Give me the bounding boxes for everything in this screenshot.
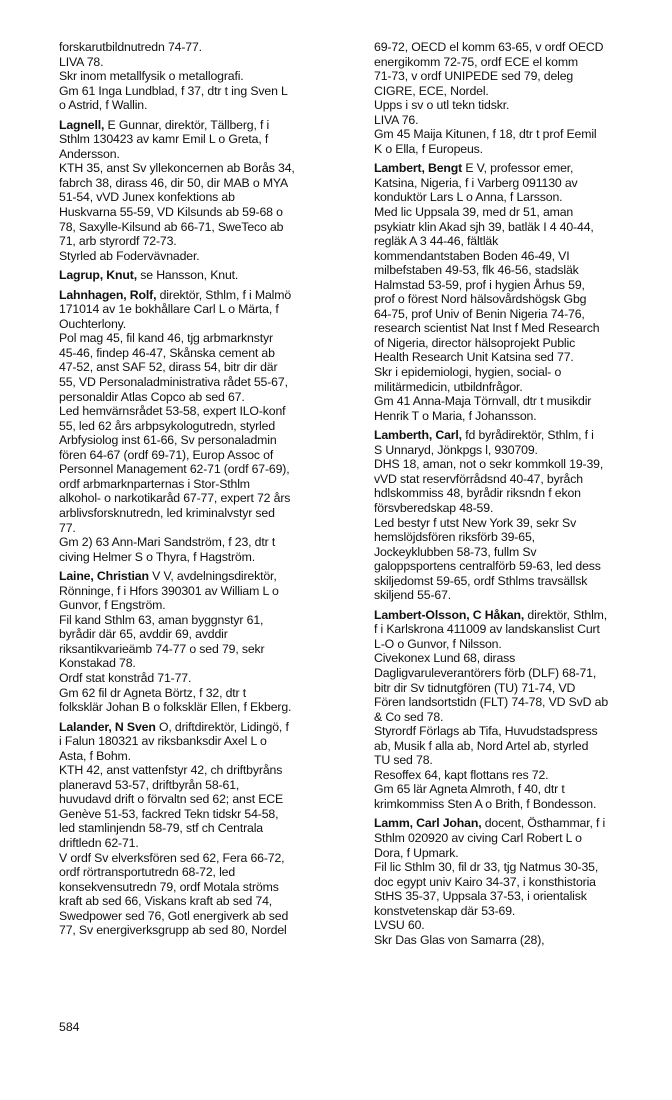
entry-text-line: Sthlm 130423 av kamr Emil L o Greta, f: [59, 132, 269, 147]
entry-text-line: Upps i sv o utl tekn tidskr.: [374, 98, 510, 113]
entry-headword: Laine, Christian: [59, 569, 149, 584]
entry-text-line: arblivsforsknutredn, led kriminalvstyr sed: [59, 505, 275, 520]
entry-text-line: Arbfysiolog inst 61-66, Sv personaladmin: [59, 433, 277, 448]
entry-text-line: Genève 51-53, fackred Tekn tidskr 54-58,: [59, 806, 279, 821]
entry-text-line: 77, Sv energiverksgrupp ab sed 80, Nordel: [59, 923, 287, 938]
entry-text-line: Gm 45 Maija Kitunen, f 18, dtr t prof Eemil: [374, 127, 597, 142]
entry-text-line: led stamlinjendn 58-79, stf ch Centrala: [59, 821, 263, 836]
entry-text-line: ordf rörtransportutredn 68-72, led: [59, 865, 236, 880]
entry-first-line-rest: E Gunnar, direktör, Tällberg, f i: [104, 117, 270, 132]
entry-text-line: Skr inom metallfysik o metallografi.: [59, 69, 244, 84]
entry-text-line: Swedpower sed 76, Gotl energiverk ab sed: [59, 908, 289, 923]
entry-first-line-rest: O, driftdirektör, Lidingö, f: [155, 719, 289, 734]
entry-text-line: 69-72, OECD el komm 63-65, v ordf OECD: [374, 40, 604, 54]
entry-text-line: Ordf stat konstråd 71-77.: [59, 670, 192, 685]
entry-text-line: skiljend 55-67.: [374, 588, 452, 603]
entry-text-line: of Nigeria, director hälsoprojekt Public: [374, 335, 576, 350]
entry-text-line: civing Helmer S o Thyra, f Hagström.: [59, 549, 255, 564]
entry-text-line: & Co sed 78.: [374, 709, 444, 724]
biography-entry: [374, 816, 672, 947]
entry-text-line: militärmedicin, utbildnfrågor.: [374, 379, 523, 394]
entry-text-line: fören 64-67 (ordf 69-71), Europ Assoc of: [59, 447, 274, 462]
entry-text-line: Gm 65 lär Agneta Almroth, f 40, dtr t: [374, 782, 565, 797]
biography-entry: [59, 288, 359, 564]
entry-text-line: 78, Saxylle-Kilsund ab 66-71, SweTeco ab: [59, 219, 284, 234]
entry-text-line: planeravd 53-57, driftbyrån 58-61,: [59, 777, 240, 792]
entry-text-line: TU sed 78.: [374, 753, 433, 768]
entry-text-line: Gm 61 Inga Lundblad, f 37, dtr t ing Sven L: [59, 83, 288, 98]
entry-first-line: [374, 161, 672, 176]
entry-text-line: forskarutbildnutredn 74-77.: [59, 40, 202, 54]
entry-headword: Lalander, N Sven: [59, 719, 156, 734]
page-number: 584: [59, 1020, 80, 1034]
entry-text-line: Huskvarna 55-59, VD Kilsunds ab 59-68 o: [59, 205, 283, 220]
right-column: [374, 40, 672, 947]
entry-first-line-rest: V V, avdelningsdirektör,: [148, 569, 277, 584]
entry-text-line: research scientist Nat Inst f Med Research: [374, 321, 600, 336]
entry-text-line: LIVA 78.: [59, 54, 104, 69]
entry-text-line: Fören landsortstidn (FLT) 74-78, VD SvD ab: [374, 695, 609, 710]
entry-text-line: 71, arb styrordf 72-73.: [59, 234, 177, 249]
biography-entry: [59, 40, 359, 113]
entry-text-line: konstvetenskap där 53-69.: [374, 903, 516, 918]
entry-text-line: prof o förest Nord hälsovårdshögsk Gbg: [374, 292, 587, 307]
entry-text-line: Katsina, Nigeria, f i Varberg 091130 av: [374, 175, 578, 190]
entry-text-line: Jockeyklubben 58-73, fullm Sv: [374, 544, 537, 559]
entry-headword: Lamm, Carl Johan,: [374, 816, 482, 831]
entry-first-line-rest: direktör, Sthlm,: [524, 607, 608, 622]
entry-text-line: LVSU 60.: [374, 918, 425, 933]
entry-text-line: Led hemvärnsrådet 53-58, expert ILO-konf: [59, 404, 286, 419]
biography-entry: [374, 608, 672, 812]
entry-text-line: Gunvor, f Engström.: [59, 598, 166, 613]
entry-text-line: Health Research Unit Katsina sed 77.: [374, 350, 574, 365]
entry-text-line: StHS 35-37, Uppsala 37-53, i orientalisk: [374, 889, 587, 904]
entry-first-line: [59, 288, 359, 303]
entry-text-line: bitr dir Sv tidnutgfören (TU) 71-74, VD: [374, 680, 576, 695]
entry-headword: Lamberth, Carl,: [374, 428, 462, 443]
entry-text-line: energikomm 72-75, ordf ECE el komm: [374, 54, 579, 69]
left-column: [59, 40, 359, 938]
entry-text-line: huvudavd drift o förvaltn sed 62; anst ECE: [59, 792, 284, 807]
entry-text-line: konduktör Lars L o Anna, f Larsson.: [374, 190, 563, 205]
entry-text-line: Resoffex 64, kapt flottans res 72.: [374, 767, 549, 782]
entry-text-line: Dora, f Upmark.: [374, 845, 459, 860]
entry-text-line: Fil lic Sthlm 30, fil dr 33, tjg Natmus 30-35,: [374, 860, 599, 875]
entry-text-line: KTH 42, anst vattenfstyr 42, ch driftbyråns: [59, 763, 283, 778]
entry-text-line: KTH 35, anst Sv yllekoncernen ab Borås 34,: [59, 161, 295, 176]
entry-text-line: Personnel Management 62-71 (ordf 67-69),: [59, 462, 290, 477]
entry-first-line-rest: se Hansson, Knut.: [136, 268, 239, 283]
entry-text-line: alkohol- o narkotikaråd 67-77, expert 72 års: [59, 491, 291, 506]
entry-text-line: Gm 41 Anna-Maja Törnvall, dtr t musikdir: [374, 394, 592, 409]
entry-headword: Lahnhagen, Rolf,: [59, 287, 157, 302]
entry-text-line: personaldir Atlas Copco ab sed 67.: [59, 389, 245, 404]
entry-text-line: i Falun 180321 av riksbanksdir Axel L o: [59, 734, 267, 749]
entry-text-line: Led bestyr f utst New York 39, sekr Sv: [374, 515, 577, 530]
entry-text-line: Skr Das Glas von Samarra (28),: [374, 932, 545, 947]
entry-first-line-rest: fd byrådirektör, Sthlm, f i: [461, 428, 594, 443]
entry-text-line: V ordf Sv elverksfören sed 62, Fera 66-72,: [59, 850, 285, 865]
biography-entry: [59, 720, 359, 938]
entry-text-line: DHS 18, aman, not o sekr kommkoll 19-39,: [374, 457, 604, 472]
entry-text-line: folksklär Johan B o folksklär Ellen, f Ekberg.: [59, 700, 292, 715]
entry-text-line: 55, led 62 års arbpsykologutredn, styrled: [59, 418, 276, 433]
entry-text-line: 71-73, v ordf UNIPEDE sed 79, deleg: [374, 69, 574, 84]
biography-entry: [59, 569, 359, 714]
entry-text-line: Styrordf Förlags ab Tifa, Huvudstadspress: [374, 724, 598, 739]
entry-text-line: K o Ella, f Europeus.: [374, 141, 483, 156]
biography-entry: [374, 40, 672, 156]
entry-text-line: psykiatr klin Akad sjh 39, batläk I 4 40-44,: [374, 219, 594, 234]
entry-text-line: S Unnaryd, Jönkpgs l, 930709.: [374, 442, 538, 457]
biography-entry: [374, 428, 672, 603]
entry-text-line: Skr i epidemiologi, hygien, social- o: [374, 365, 562, 380]
entry-first-line: [374, 428, 672, 443]
entry-text-line: konsekvensutredn 79, ordf Motala ströms: [59, 879, 279, 894]
entry-text-line: Konstakad 78.: [59, 656, 136, 671]
entry-first-line: [59, 118, 359, 133]
entry-headword: Lambert, Bengt: [374, 161, 463, 176]
entry-text-line: krimkommiss Sten A o Brith, f Bondesson.: [374, 796, 597, 811]
entry-text-line: Gm 62 fil dr Agneta Börtz, f 32, dtr t: [59, 685, 247, 700]
entry-text-line: 45-46, findep 46-47, Skånska cement ab: [59, 345, 275, 360]
entry-text-line: försvberedskap 48-59.: [374, 500, 494, 515]
entry-text-line: 47-52, anst SAF 52, dirass 54, bitr dir där: [59, 360, 278, 375]
entry-headword: Lagrup, Knut,: [59, 268, 137, 283]
entry-text-line: Henrik T o Maria, f Johansson.: [374, 408, 537, 423]
entry-text-line: Fil kand Sthlm 63, aman byggnstyr 61,: [59, 612, 264, 627]
entry-text-line: 77.: [59, 520, 76, 535]
entry-text-line: doc egypt univ Kairo 34-37, i konsthistoria: [374, 874, 596, 889]
entry-text-line: hemslöjdsfören riksförb 39-65,: [374, 530, 535, 545]
entry-text-line: milbefstaben 49-53, flk 46-56, stadsläk: [374, 263, 579, 278]
entry-headword: Lambert-Olsson, C Håkan,: [374, 607, 525, 622]
entry-text-line: ab, Musik f alla ab, Nord Artel ab, styrled: [374, 738, 589, 753]
entry-first-line: [59, 569, 359, 584]
entry-text-line: fabrch 38, dirass 46, dir 50, dir MAB o MYA: [59, 175, 289, 190]
entry-text-line: Dagligvaruleverantörers förb (DLF) 68-71,: [374, 665, 597, 680]
entry-first-line-rest: docent, Östhammar, f i: [481, 816, 606, 831]
entry-text-line: kraft ab sed 66, Viskans kraft ab sed 74,: [59, 894, 273, 909]
entry-text-line: LIVA 76.: [374, 112, 419, 127]
entry-text-line: Styrled ab Fodervävnader.: [59, 248, 200, 263]
entry-first-line: [59, 268, 359, 283]
entry-text-line: hdlskommiss 48, byrådir riksndn f ekon: [374, 486, 581, 501]
entry-text-line: Pol mag 45, fil kand 46, tjg arbmarknstyr: [59, 331, 273, 346]
entry-text-line: ordf arbmarknparternas i Stor-Sthlm: [59, 476, 250, 491]
entry-text-line: byrådir där 65, avddir 69, avddir: [59, 627, 228, 642]
entry-text-line: Sthlm 020920 av civing Carl Robert L o: [374, 830, 582, 845]
entry-first-line: [374, 816, 672, 831]
entry-text-line: Asta, f Bohm.: [59, 748, 131, 763]
entry-text-line: galoppsportens centralförb 59-63, led dess: [374, 559, 601, 574]
entry-text-line: riksantikvarieämb 74-77 o sed 79, sekr: [59, 641, 265, 656]
entry-text-line: CIGRE, ECE, Nordel.: [374, 83, 489, 98]
biography-entry: [59, 118, 359, 263]
entry-text-line: L-O o Gunvor, f Nilsson.: [374, 636, 502, 651]
entry-text-line: Civekonex Lund 68, dirass: [374, 651, 516, 666]
entry-text-line: regläk A 3 44-46, fältläk: [374, 234, 499, 249]
entry-first-line: [374, 608, 672, 623]
entry-first-line-rest: E V, professor emer,: [462, 161, 574, 176]
biography-entry: [374, 161, 672, 423]
biography-entry: [59, 268, 359, 283]
entry-text-line: driftledn 62-71.: [59, 835, 139, 850]
entry-text-line: kommendantstaben Boden 46-49, VI: [374, 248, 570, 263]
entry-first-line: [59, 720, 359, 735]
entry-text-line: Rönninge, f i Hfors 390301 av William L o: [59, 583, 279, 598]
entry-text-line: o Astrid, f Wallin.: [59, 98, 148, 113]
entry-text-line: 64-75, prof Univ of Benin Nigeria 74-76,: [374, 306, 585, 321]
entry-text-line: Andersson.: [59, 146, 120, 161]
entry-text-line: 51-54, vVD Junex konfektions ab: [59, 190, 235, 205]
entry-text-line: Gm 2) 63 Ann-Mari Sandström, f 23, dtr t: [59, 535, 276, 550]
entry-text-line: skiljedomst 59-65, ordf Sthlms travsällsk: [374, 573, 588, 588]
entry-text-line: 171014 av 1e bokhållare Carl L o Märta, f: [59, 302, 279, 317]
entry-text-line: Med lic Uppsala 39, med dr 51, aman: [374, 205, 574, 220]
entry-text-line: Ouchterlony.: [59, 316, 127, 331]
entry-first-line-rest: direktör, Sthlm, f i Malmö: [156, 287, 292, 302]
entry-text-line: 55, VD Personaladministrativa rådet 55-67,: [59, 375, 288, 390]
entry-text-line: Halmstad 53-59, prof i hygien Århus 59,: [374, 277, 585, 292]
entry-text-line: vVD stat reservförrådsnd 40-47, byråch: [374, 471, 583, 486]
entry-headword: Lagnell,: [59, 117, 105, 132]
entry-text-line: f i Karlskrona 411009 av landskanslist Curt: [374, 622, 600, 637]
